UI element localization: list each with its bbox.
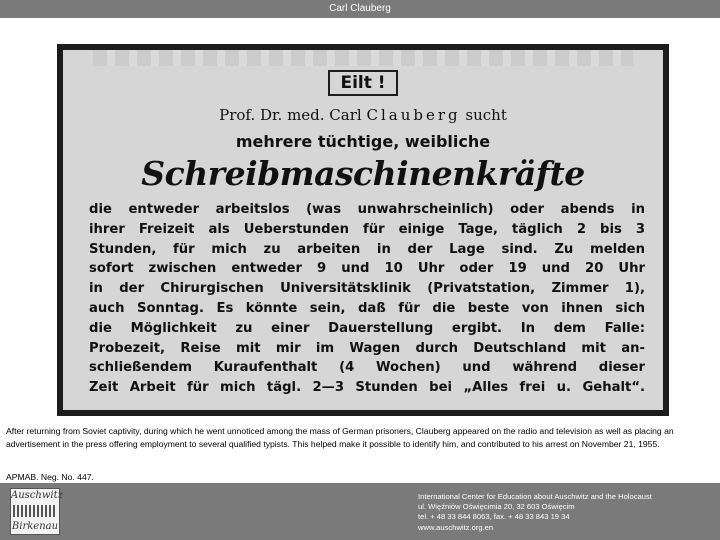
author-prefix: Prof. Dr. med. Carl [219, 106, 362, 124]
clipping-body-line: die Möglichkeit zu einer Dauerstellung ergibt. In dem Falle: [89, 320, 645, 336]
clipping-body-line: in der Chirurgischen Universitätsklinik (Privatstation, Zimmer 1), [89, 281, 645, 297]
photo-source: APMAB. Neg. No. 447. [6, 472, 94, 482]
slide-title: Carl Clauberg [0, 0, 720, 18]
org-name: International Center for Education about Auschwitz and the Holocaust [418, 492, 652, 501]
clipping-body [89, 200, 645, 398]
org-website[interactable]: www.auschwitz.org.en [418, 522, 494, 532]
newspaper-clipping [63, 50, 663, 410]
clipping-main-word: Schreibmaschinenkräfte [141, 154, 585, 193]
footer-bar [0, 483, 720, 540]
contact-info [418, 492, 652, 533]
org-address: ul. Więźniów Oświęcimia 20, 32 603 Oświęcim [418, 502, 575, 512]
author-suffix: sucht [465, 106, 507, 124]
clipping-body-line: Stunden, für mich zu arbeiten in der Lage sind. Zu melden [89, 241, 645, 257]
clipping-body-line: ihrer Freizeit als Ueberstunden für einige Tage, täglich 2 bis 3 [89, 221, 645, 237]
clipping-body-line: Probezeit, Reise mit mir im Wagen durch Deutschland mit an- [89, 340, 645, 356]
clipping-author-line [63, 106, 663, 124]
author-name: Clauberg [366, 106, 461, 124]
headline-box: Eilt ! [328, 70, 397, 96]
logo-text-bottom: Birkenau [11, 521, 59, 532]
bleed-through-text [93, 50, 633, 66]
photo-caption: After returning from Soviet captivity, during which he went unnoticed among the mass of German prisoners, Clauberg appeared on the radio and television as well as placing an advertisement in the press offering employment to several qualified typists. This helped make it possible to identify him, and contributed to his arrest on November 21, 1955. [6, 426, 674, 449]
clipping-body-line: schließendem Kuraufenthalt (4 Wochen) und während dieser [89, 360, 645, 376]
auschwitz-birkenau-logo [10, 488, 63, 535]
newspaper-photo [57, 44, 669, 416]
org-phone: tel. + 48 33 844 8063, fax. + 48 33 843 19 34 [418, 512, 570, 522]
clipping-headline [63, 70, 663, 96]
clipping-body-line: die entweder arbeitslos (was unwahrscheinlich) oder abends in [89, 202, 645, 217]
clipping-body-line: sofort zwischen entweder 9 und 10 Uhr oder 19 und 20 Uhr [89, 261, 645, 277]
logo-fence-graphic [13, 505, 57, 517]
logo-text-top: Auschwitz [11, 490, 63, 501]
clipping-body-line: auch Sonntag. Es könnte sein, daß für die beste von ihnen sich [89, 300, 645, 316]
clipping-body-line: Zeit Arbeit für mich tägl. 2—3 Stunden bei „Alles frei u. Gehalt“. [89, 380, 645, 396]
clipping-subhead: mehrere tüchtige, weibliche [235, 132, 491, 151]
